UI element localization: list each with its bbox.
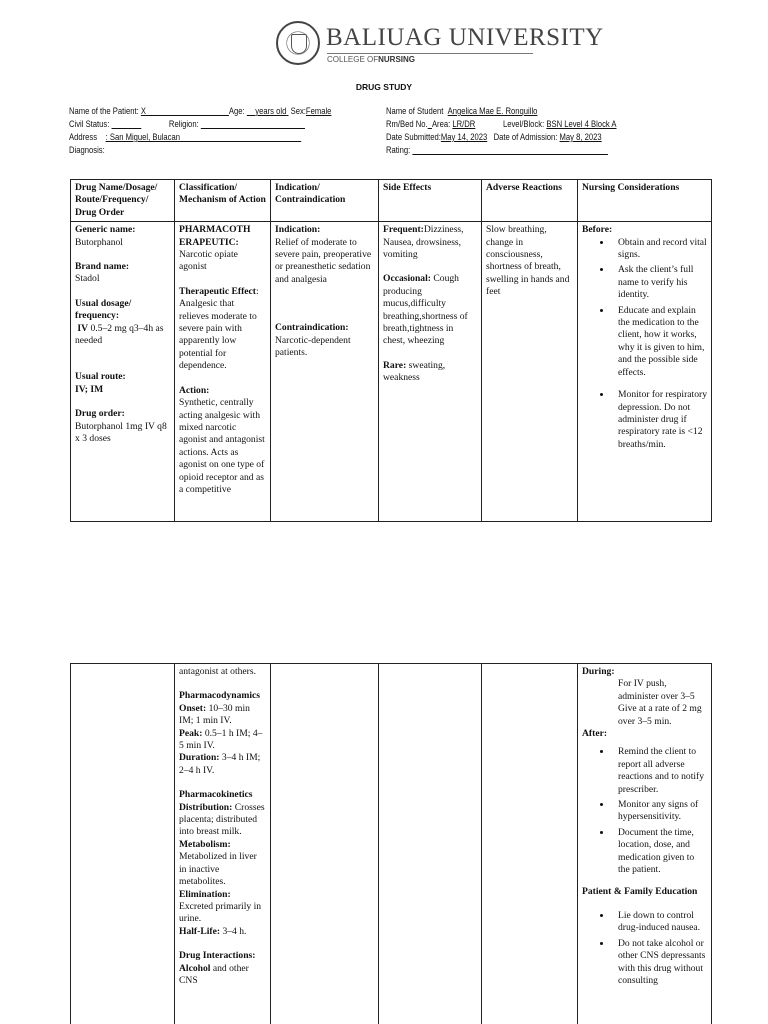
column-header: Drug Name/Dosage/ Route/Frequency/ Drug Order [71, 180, 175, 222]
university-name: BALIUAG UNIVERSITY [326, 24, 604, 51]
drug-name-cell: Generic name: Butorphanol Brand name: Stadol Usual dosage/ frequency: IV 0.5–2 mg q3–4h as needed Usual route: IV; IM Drug order: Butorphanol 1mg IV q8 x 3 doses [71, 222, 175, 522]
column-header: Nursing Considerations [578, 180, 712, 222]
list-item: • Monitor for respiratory depression. Do not administer drug if respiratory rate is <12 breaths/min. [612, 389, 707, 451]
table-row [71, 222, 712, 522]
college-name: COLLEGE OFNURSING [327, 53, 533, 64]
column-header: Indication/ Contraindication [271, 180, 379, 222]
side-effects-cell [379, 664, 482, 1024]
adverse-reactions-cell: Slow breathing, change in consciousness, shortness of breath, swelling in hands and feet [482, 222, 578, 522]
column-header: Classification/ Mechanism of Action [175, 180, 271, 222]
list-item: • Ask the client’s full name to verify his identity. [612, 264, 707, 301]
classification-cell: antagonist at others. Pharmacodynamics Onset: 10–30 min IM; 1 min IV. Peak: 0.5–1 h IM; 4–5 min IV. Duration: 3–4 h IM; 2–4 h IV. Pharmacokinetics Distribution: Crosses placenta; distributed into breast milk. Metabolism: Metabolized in liver in inactive metabolites. Elimination: Excreted primarily in urine. Half-Life: 3–4 h. Drug Interactions: Alcohol and other CNS [175, 664, 271, 1024]
table-header-row [71, 180, 712, 222]
university-seal-icon [276, 21, 320, 65]
list-item: • Obtain and record vital signs. [612, 237, 707, 262]
column-header: Side Effects [379, 180, 482, 222]
dates-line: Date Submitted:May 14, 2023 Date of Admission: May 8, 2023 [386, 132, 602, 142]
address-line: Address : San Miguel, Bulacan [69, 132, 181, 142]
before-list [582, 237, 707, 452]
room-area-line: Rm/Bed No. Area: LR/DR Level/Block: BSN Level 4 Block A [386, 119, 617, 129]
education-list [582, 910, 707, 987]
nursing-considerations-cell: During: For IV push, administer over 3–5 Give at a rate of 2 mg over 3–5 min. After: • Remind the client to report all adverse reactions and to notify prescriber. • Monitor any signs of hypersensitivity. • Document the time, location, dose, and medication given to the patient. Patient & Family Education • Lie down to control drug-induced nausea. • Do not take alcohol or other CNS depressants with this drug without consulting [578, 664, 712, 1024]
drug-name-cell [71, 664, 175, 1024]
indication-cell [271, 664, 379, 1024]
university-logo [276, 20, 604, 70]
drug-study-table-page-2 [70, 663, 712, 1024]
civil-status-line: Civil Status: Religion: [69, 119, 199, 129]
after-list [582, 746, 707, 876]
diagnosis-line: Diagnosis: [69, 145, 105, 155]
document-title: DRUG STUDY [355, 82, 413, 92]
list-item: • Educate and explain the medication to the client, how it works, why it is given to him, and the possible side effects. [612, 305, 707, 379]
nursing-considerations-cell: Before: • Obtain and record vital signs. • Ask the client’s full name to verify his identity. • Educate and explain the medication to the client, how it works, why it is given to him, and the possible side effects. • Monitor for respiratory depression. Do not administer drug if respiratory rate is <12 breaths/min. [578, 222, 712, 522]
side-effects-cell: Frequent:Dizziness, Nausea, drowsiness, vomiting Occasional: Cough producing mucus,difficulty breathing,shortness of breath,tightness in chest, wheezing Rare: sweating, weakness [379, 222, 482, 522]
rating-line: Rating: [386, 145, 411, 155]
list-item: • Remind the client to report all adverse reactions and to notify prescriber. [612, 746, 707, 796]
table-row [71, 664, 712, 1024]
indication-cell: Indication: Relief of moderate to severe pain, preoperative or preanesthetic sedation and analgesia Contraindication: Narcotic-dependent patients. [271, 222, 379, 522]
student-info-line: Name of Student Angelica Mae E. Ronquillo [386, 106, 538, 116]
list-item: • Lie down to control drug-induced nausea. [612, 910, 707, 935]
drug-study-table-page-1 [70, 179, 712, 522]
classification-cell: PHARMACOTH ERAPEUTIC: Narcotic opiate agonist Therapeutic Effect: Analgesic that relieves moderate to severe pain with apparently low potential for dependence. Action: Synthetic, centrally acting analgesic with mixed narcotic agonist and antagonist actions. Acts as agonist on one type of opioid receptor and as a competitive [175, 222, 271, 522]
list-item: • Document the time, location, dose, and medication given to the patient. [612, 827, 707, 877]
patient-info-line: Name of the Patient: X Age: years old Sex:Female [69, 106, 332, 116]
adverse-reactions-cell [482, 664, 578, 1024]
column-header: Adverse Reactions [482, 180, 578, 222]
list-item: • Monitor any signs of hypersensitivity. [612, 799, 707, 824]
list-item: • Do not take alcohol or other CNS depressants with this drug without consulting [612, 938, 707, 988]
patient-name-field: X [140, 106, 146, 116]
